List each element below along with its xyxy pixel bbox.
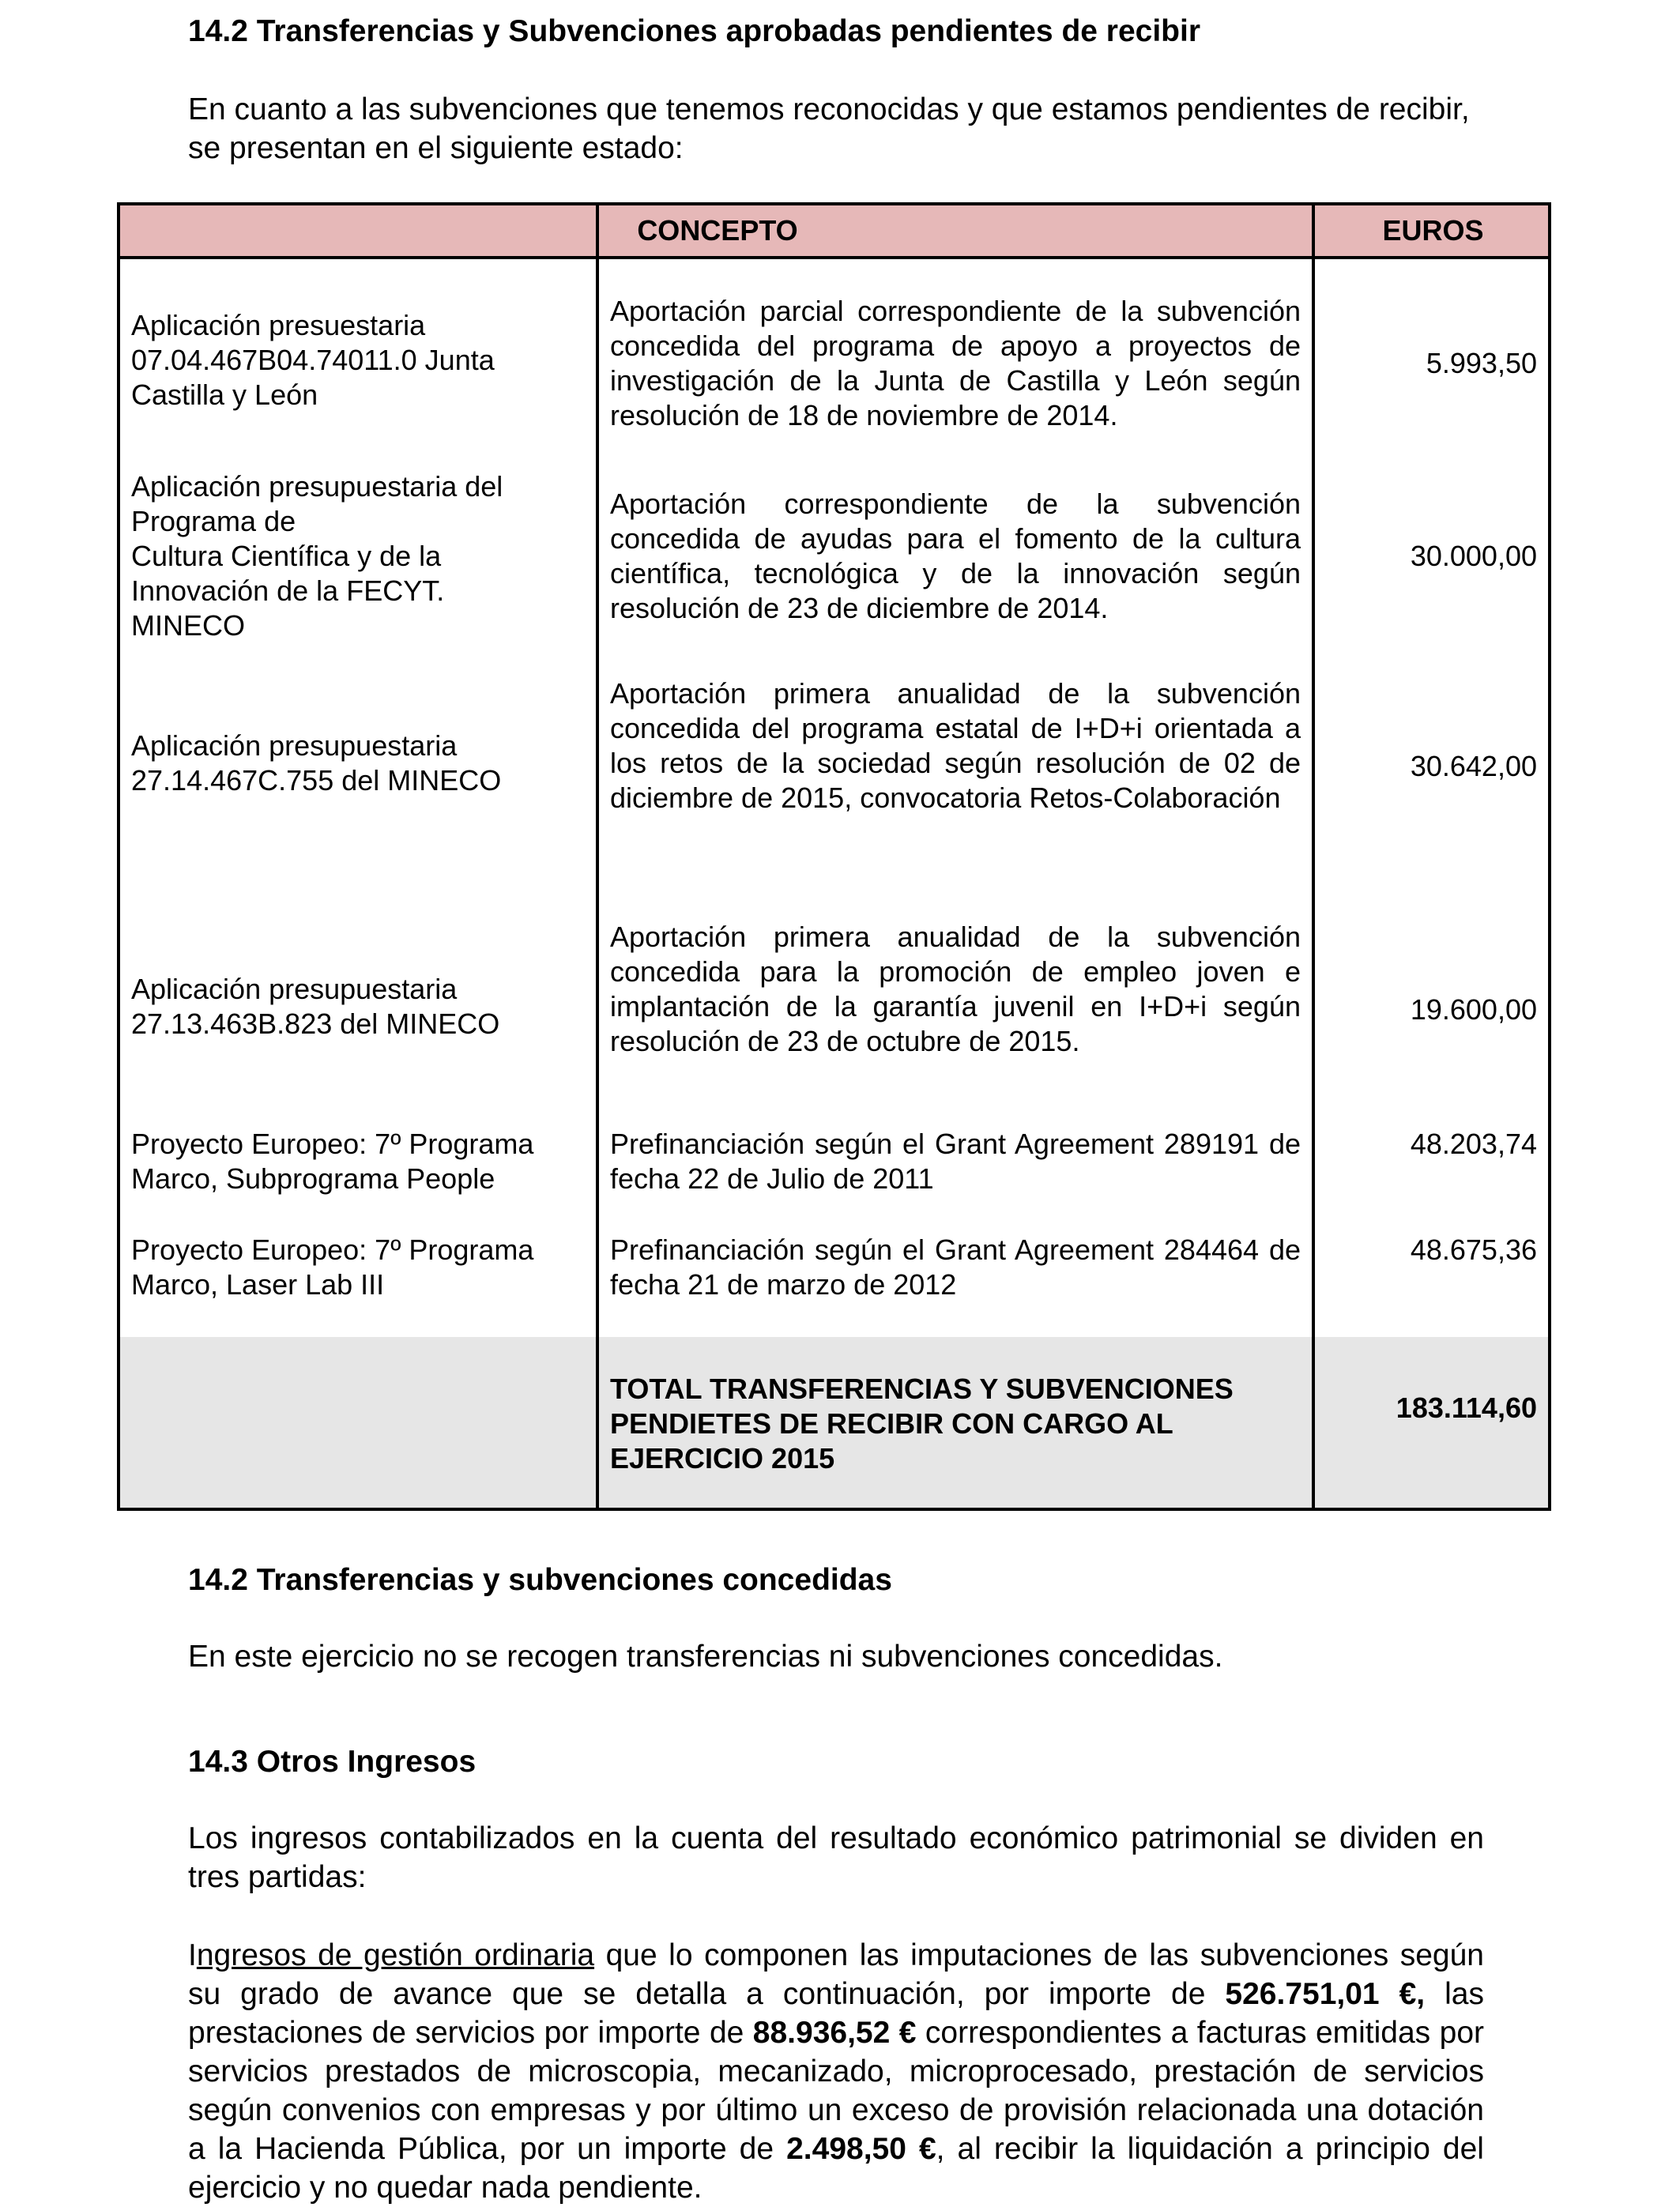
section-heading-other: 14.3 Otros Ingresos xyxy=(188,1745,477,1779)
row-1-euros: 5.993,50 xyxy=(1426,347,1537,379)
row-4-descripcion: Aportación primera anualidad de la subvención concedida para la promoción de empleo joven e implantación de la garantía juvenil en I+D+i según resolución de 23 de octubre de 2015. xyxy=(610,921,1301,1057)
row-5-descripcion: Prefinanciación según el Grant Agreement 289191 de fecha 22 de Julio de 2011 xyxy=(610,1128,1301,1195)
section-heading-pending: 14.2 Transferencias y Subvenciones aprobadas pendientes de recibir xyxy=(188,14,1201,48)
intro-paragraph: En cuanto a las subvenciones que tenemos reconocidas y que estamos pendientes de recibir, se presentan en el siguiente estado: xyxy=(188,92,1470,165)
amount-services: 88.936,52 € xyxy=(752,2016,917,2050)
row-3-euros: 30.642,00 xyxy=(1410,750,1537,782)
ordinary-income-term: ngresos de gestión ordinaria xyxy=(196,1938,595,1972)
paragraph-lead: I xyxy=(188,1938,197,1972)
paragraph-text-1: que lo componen las imputaciones de las subvenciones según su grado de avance que se detalla a continuación, por importe de xyxy=(188,1938,1484,2011)
subsidies-table xyxy=(117,202,1551,1511)
paragraph-text-2: las prestaciones de servicios por importe de xyxy=(188,1977,1484,2050)
total-euros: 183.114,60 xyxy=(1396,1392,1537,1424)
row-2-aplicacion: Aplicación presupuestaria del Programa de Cultura Científica y de la Innovación de la FECYT. MINECO xyxy=(131,470,503,642)
row-2-descripcion: Aportación correspondiente de la subvención concedida de ayudas para el fomento de la cultura científica, tecnológica y de la innovación según resolución de 23 de diciembre de 2014. xyxy=(610,488,1301,624)
granted-paragraph: En este ejercicio no se recogen transferencias ni subvenciones concedidas. xyxy=(188,1640,1223,1674)
section-heading-granted: 14.2 Transferencias y subvenciones concedidas xyxy=(188,1563,892,1597)
row-5-aplicacion: Proyecto Europeo: 7º Programa Marco, Subprograma People xyxy=(131,1128,534,1195)
header-concepto: CONCEPTO xyxy=(637,214,798,247)
row-1-descripcion: Aportación parcial correspondiente de la subvención concedida del programa de apoyo a proyectos de investigación de la Junta de Castilla y León según resolución de 18 de noviembre de 2014. xyxy=(610,295,1301,431)
row-6-euros: 48.675,36 xyxy=(1410,1233,1537,1266)
row-3-aplicacion: Aplicación presupuestaria 27.14.467C.755 del MINECO xyxy=(131,729,502,797)
row-3-descripcion: Aportación primera anualidad de la subvención concedida del programa estatal de I+D+i orientada a los retos de la sociedad según resolución de 02 de diciembre de 2015, convocatoria Retos-Colaboración xyxy=(610,677,1301,814)
row-4-euros: 19.600,00 xyxy=(1410,993,1537,1026)
amount-provision: 2.498,50 € xyxy=(786,2132,936,2166)
column-divider-1 xyxy=(596,205,599,1508)
row-6-aplicacion: Proyecto Europeo: 7º Programa Marco, Laser Lab III xyxy=(131,1233,534,1301)
row-1-aplicacion: Aplicación presuestaria 07.04.467B04.74011.0 Junta Castilla y León xyxy=(131,309,495,411)
paragraph-text-4: , al recibir la liquidación a principio del ejercicio y no quedar nada pendiente. xyxy=(188,2132,1484,2205)
column-divider-2 xyxy=(1312,205,1315,1508)
table-header xyxy=(120,205,1548,259)
row-4-aplicacion: Aplicación presupuestaria 27.13.463B.823 del MINECO xyxy=(131,973,500,1040)
row-5-euros: 48.203,74 xyxy=(1410,1128,1537,1160)
ordinary-income-paragraph xyxy=(188,1936,1484,2207)
total-label: TOTAL TRANSFERENCIAS Y SUBVENCIONES PENDIETES DE RECIBIR CON CARGO AL EJERCICIO 2015 xyxy=(610,1373,1234,1474)
paragraph-text-3: correspondientes a facturas emitidas por servicios prestados de microscopia, mecanizado, microprocesado, prestación de servicios según convenios con empresas y por último un exceso de provisión relacionada una dotación a la Hacienda Pública, por un importe de xyxy=(188,2016,1484,2166)
other-income-intro: Los ingresos contabilizados en la cuenta del resultado económico patrimonial se dividen en tres partidas: xyxy=(188,1821,1484,1894)
header-euros: EUROS xyxy=(1382,214,1484,247)
row-2-euros: 30.000,00 xyxy=(1410,540,1537,572)
amount-subsidies: 526.751,01 €, xyxy=(1225,1977,1426,2011)
row-6-descripcion: Prefinanciación según el Grant Agreement 284464 de fecha 21 de marzo de 2012 xyxy=(610,1233,1301,1301)
